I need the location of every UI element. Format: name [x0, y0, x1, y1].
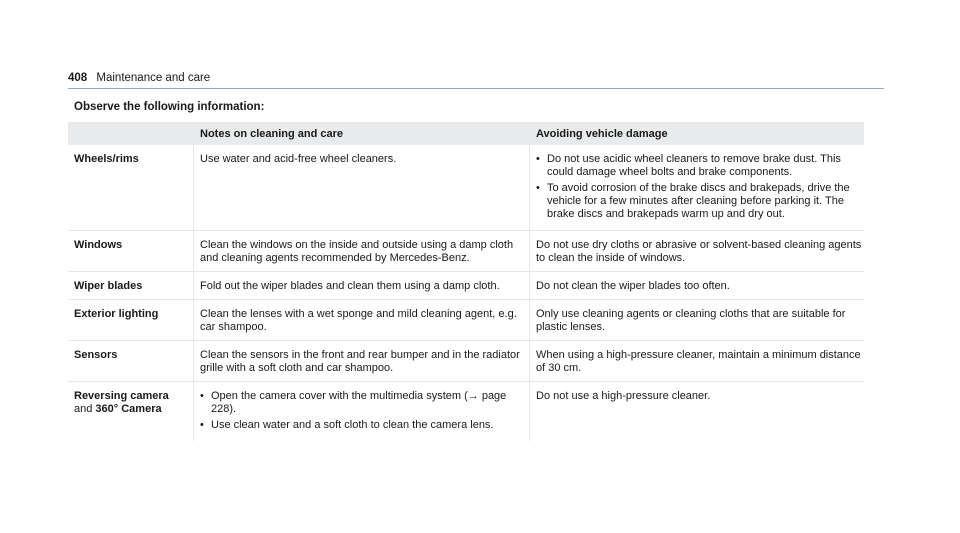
row-label: Windows: [68, 231, 194, 271]
column-header-notes: Notes on cleaning and care: [200, 127, 344, 140]
bullet-icon: •: [200, 419, 204, 431]
table-row: [68, 231, 864, 272]
table-header: [68, 122, 864, 145]
bullet-item: • To avoid corrosion of the brake discs and brakepads, drive the vehicle for a few minutes after cleaning before parking it. The brake discs and brakepads warm up and dry out.: [536, 182, 850, 220]
row-label-prefix: and: [74, 403, 93, 415]
bullet-item: • Do not use acidic wheel cleaners to remove brake dust. This could damage wheel bolts and brake components.: [536, 153, 841, 178]
row-label: Wiper blades: [68, 272, 194, 299]
row-notes: Use water and acid-free wheel cleaners.: [194, 145, 530, 230]
row-label-line1: Reversing camera: [74, 390, 169, 402]
row-label: [68, 382, 194, 441]
care-table: [68, 122, 864, 441]
row-label-camera: 360° Camera: [95, 403, 162, 415]
section-title: Maintenance and care: [96, 72, 211, 84]
row-avoid: When using a high-pressure cleaner, maintain a minimum distance of 30 cm.: [536, 349, 861, 374]
bullet-icon: •: [200, 390, 204, 402]
row-label: Wheels/rims: [68, 145, 194, 230]
table-row: [68, 341, 864, 382]
bullet-icon: •: [536, 182, 540, 194]
table-row: [68, 145, 864, 231]
column-header-avoid: Avoiding vehicle damage: [536, 127, 668, 140]
row-notes: Clean the sensors in the front and rear bumper and in the radiator grille with a soft cloth and car shampoo.: [194, 341, 530, 381]
row-avoid: Do not clean the wiper blades too often.: [536, 280, 730, 292]
page-number: 408: [68, 72, 88, 84]
row-notes: Clean the windows on the inside and outside using a damp cloth and cleaning agents recommended by Mercedes-Benz.: [194, 231, 530, 271]
row-label: Exterior lighting: [68, 300, 194, 340]
row-avoid: [530, 145, 864, 230]
table-row: [68, 272, 864, 300]
page-header: [68, 72, 210, 84]
row-avoid: Only use cleaning agents or cleaning cloths that are suitable for plastic lenses.: [536, 308, 846, 333]
bullet-item: • Use clean water and a soft cloth to clean the camera lens.: [200, 419, 494, 431]
row-avoid: Do not use a high-pressure cleaner.: [536, 390, 711, 402]
bullet-icon: •: [536, 153, 540, 165]
header-divider: [68, 88, 884, 89]
table-row: [68, 382, 864, 441]
table-row: [68, 300, 864, 341]
bullet-item: • Open the camera cover with the multimedia system (→ page 228).: [200, 390, 507, 415]
intro-text: Observe the following information:: [74, 101, 265, 113]
row-avoid: Do not use dry cloths or abrasive or solvent-based cleaning agents to clean the inside of windows.: [536, 239, 862, 264]
row-notes: [194, 382, 530, 441]
row-label-line2: [74, 403, 193, 416]
row-label: Sensors: [68, 341, 194, 381]
row-notes: Fold out the wiper blades and clean them using a damp cloth.: [194, 272, 530, 299]
row-notes: Clean the lenses with a wet sponge and mild cleaning agent, e.g. car shampoo.: [194, 300, 530, 340]
